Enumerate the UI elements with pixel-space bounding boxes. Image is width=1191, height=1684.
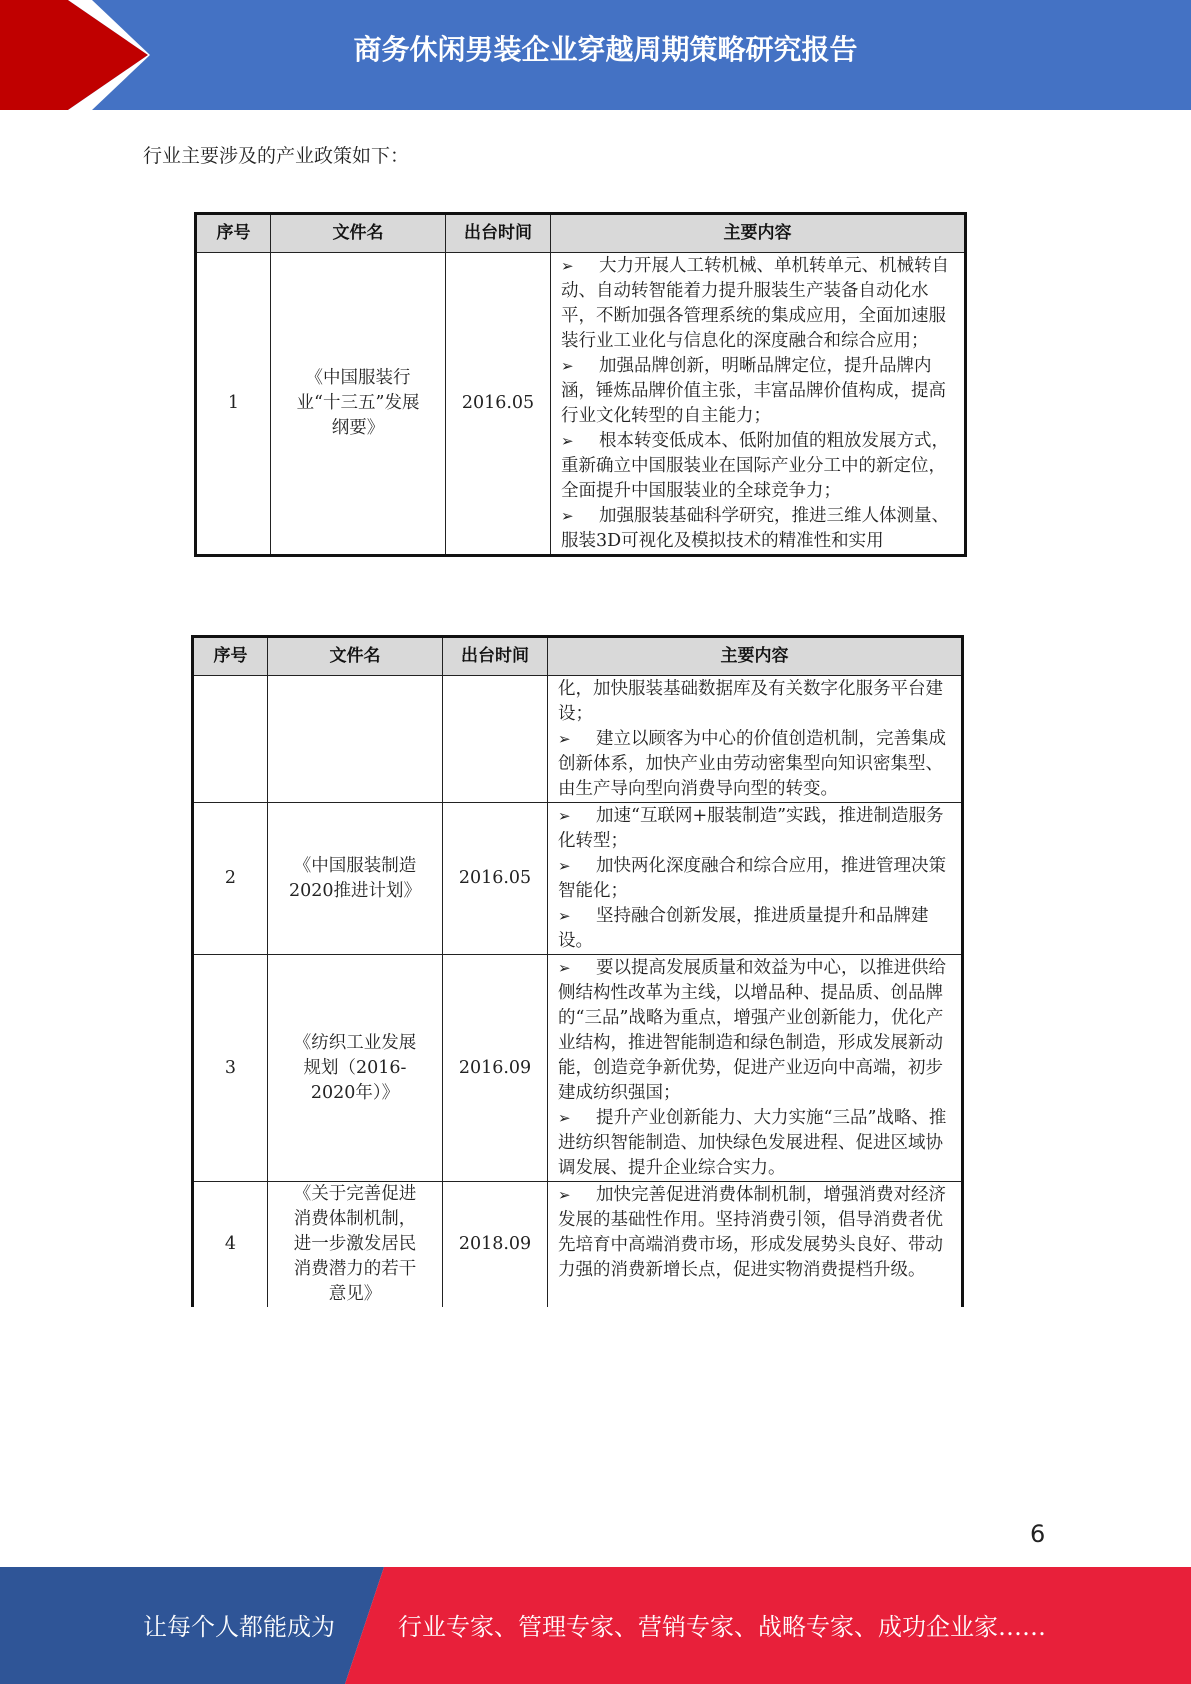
cell-content <box>551 253 966 556</box>
header-no: 序号 <box>193 637 268 676</box>
content-bullet-item <box>558 854 953 904</box>
bullet-text: 加强品牌创新，明晰品牌定位，提升品牌内涵，锤炼品牌价值主张，丰富品牌价值构成，提高行业文化转型的自主能力； <box>561 356 946 426</box>
header-name: 文件名 <box>268 637 443 676</box>
table-header-row <box>196 214 966 253</box>
cell-name: 《关于完善促进消费体制机制，进一步激发居民消费潜力的若干意见》 <box>268 1182 443 1308</box>
arrow-bullet-icon: ➢ <box>558 857 571 875</box>
content-bullet-item <box>561 254 956 354</box>
bullet-text: 加强服装基础科学研究，推进三维人体测量、服装3D可视化及模拟技术的精准性和实用 <box>561 506 949 551</box>
report-title: 商务休闲男装企业穿越周期策略研究报告 <box>353 33 858 66</box>
bullet-text: 大力开展人工转机械、单机转单元、机械转自动、自动转智能着力提升服装生产装备自动化水平，不断加强各管理系统的集成应用，全面加速服装行业工业化与信息化的深度融合和综合应用； <box>561 256 949 351</box>
cell-no: 3 <box>193 955 268 1182</box>
cell-no: 4 <box>193 1182 268 1308</box>
cell-date <box>443 676 548 803</box>
cell-content <box>548 803 963 955</box>
content-bullet-item <box>558 956 953 1106</box>
table-row <box>193 676 963 803</box>
cell-name: 《纺织工业发展规划（2016-2020年）》 <box>268 955 443 1182</box>
header-content: 主要内容 <box>551 214 966 253</box>
content-lead-text: 化，加快服装基础数据库及有关数字化服务平台建设； <box>558 679 943 724</box>
arrow-bullet-icon: ➢ <box>561 507 574 525</box>
content-bullet-item <box>558 804 953 854</box>
cell-no: 1 <box>196 253 271 556</box>
page-number: 6 <box>1030 1520 1046 1548</box>
arrow-bullet-icon: ➢ <box>561 257 574 275</box>
footer-slogan-right: 行业专家、管理专家、营销专家、战略专家、成功企业家…… <box>398 1613 1046 1641</box>
arrow-bullet-icon: ➢ <box>558 807 571 825</box>
header-content: 主要内容 <box>548 637 963 676</box>
policy-table-2 <box>191 635 964 1307</box>
page-footer <box>0 1567 1191 1684</box>
intro-text: 行业主要涉及的产业政策如下： <box>143 145 410 167</box>
table-row <box>193 803 963 955</box>
bullet-text: 加快两化深度融合和综合应用，推进管理决策智能化； <box>558 856 946 901</box>
content-bullet-item <box>561 429 956 504</box>
table-header-row <box>193 637 963 676</box>
bullet-text: 坚持融合创新发展，推进质量提升和品牌建设。 <box>558 906 929 951</box>
cell-date: 2016.05 <box>443 803 548 955</box>
header-date: 出台时间 <box>446 214 551 253</box>
arrow-bullet-icon: ➢ <box>558 730 571 748</box>
content-bullet-item <box>561 354 956 429</box>
content-bullet-item <box>558 904 953 954</box>
bullet-text: 要以提高发展质量和效益为中心，以推进供给侧结构性改革为主线，以增品种、提品质、创品牌的“三品”战略为重点，增强产业创新能力，优化产业结构，推进智能制造和绿色制造，形成发展新动能，创造竞争新优势，促进产业迈向中高端，初步建成纺织强国； <box>558 958 946 1103</box>
cell-date: 2016.09 <box>443 955 548 1182</box>
bullet-text: 提升产业创新能力、大力实施“三品”战略、推进纺织智能制造、加快绿色发展进程、促进区域协调发展、提升企业综合实力。 <box>558 1108 947 1178</box>
footer-slogan-left: 让每个人都能成为 <box>143 1613 335 1641</box>
cell-name <box>268 676 443 803</box>
policy-table-1 <box>194 212 967 557</box>
cell-no <box>193 676 268 803</box>
content-bullet-item <box>558 727 953 802</box>
cell-content <box>548 1182 963 1308</box>
table-row <box>193 955 963 1182</box>
header-name: 文件名 <box>271 214 446 253</box>
header-no: 序号 <box>196 214 271 253</box>
cell-date: 2016.05 <box>446 253 551 556</box>
bullet-text: 加快完善促进消费体制机制，增强消费对经济发展的基础性作用。坚持消费引领，倡导消费者优先培育中高端消费市场，形成发展势头良好、带动力强的消费新增长点，促进实物消费提档升级。 <box>558 1185 946 1280</box>
content-bullet-item <box>561 504 956 554</box>
bullet-text: 根本转变低成本、低附加值的粗放发展方式，重新确立中国服装业在国际产业分工中的新定位，全面提升中国服装业的全球竞争力； <box>561 431 949 501</box>
arrow-bullet-icon: ➢ <box>561 357 574 375</box>
arrow-bullet-icon: ➢ <box>558 959 571 977</box>
page-header <box>0 0 1191 110</box>
arrow-bullet-icon: ➢ <box>558 907 571 925</box>
content-bullet-item <box>558 1183 953 1283</box>
bullet-text: 加速“互联网+服装制造”实践，推进制造服务化转型； <box>558 806 944 851</box>
table-row <box>196 253 966 556</box>
content-bullet-item <box>558 1106 953 1181</box>
cell-name: 《中国服装制造2020推进计划》 <box>268 803 443 955</box>
cell-name: 《中国服装行业“十三五”发展纲要》 <box>271 253 446 556</box>
arrow-bullet-icon: ➢ <box>561 432 574 450</box>
table2-body <box>193 676 963 1308</box>
table1-body <box>196 253 966 556</box>
cell-content <box>548 676 963 803</box>
cell-content <box>548 955 963 1182</box>
table-row <box>193 1182 963 1308</box>
header-date: 出台时间 <box>443 637 548 676</box>
cell-date: 2018.09 <box>443 1182 548 1308</box>
bullet-text: 建立以顾客为中心的价值创造机制，完善集成创新体系，加快产业由劳动密集型向知识密集型、由生产导向型向消费导向型的转变。 <box>558 729 946 799</box>
arrow-bullet-icon: ➢ <box>558 1109 571 1127</box>
arrow-bullet-icon: ➢ <box>558 1186 571 1204</box>
cell-no: 2 <box>193 803 268 955</box>
